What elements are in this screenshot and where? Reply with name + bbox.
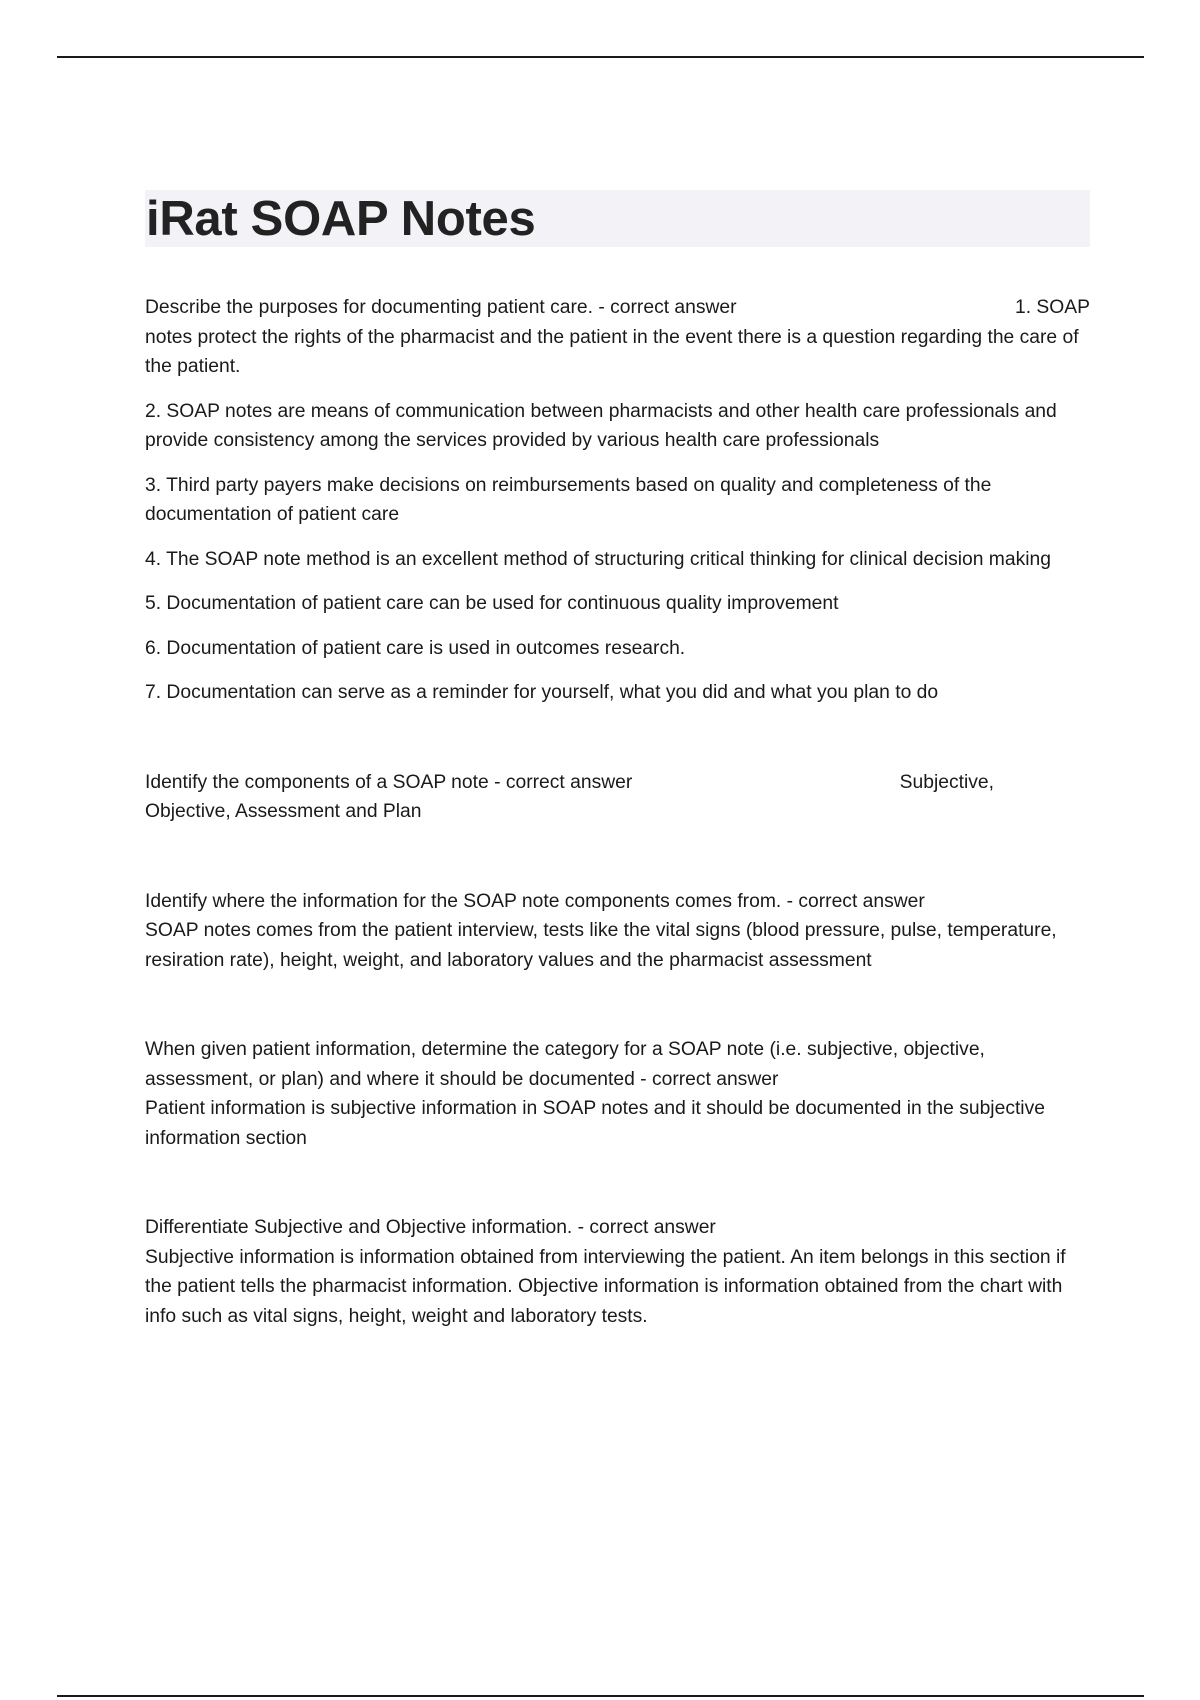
qa-entry [145, 1213, 1090, 1331]
question-text: Differentiate Subjective and Objective information. - correct answer [145, 1217, 716, 1238]
answer-item: 4. The SOAP note method is an excellent method of structuring critical thinking for clinical decision making [145, 548, 1051, 570]
qa-entry [145, 293, 1090, 708]
answer-item: 6. Documentation of patient care is used in outcomes research. [145, 637, 686, 659]
answer-text: notes protect the rights of the pharmacist and the patient in the event there is a question regarding the care of the patient. [145, 326, 1079, 377]
document-body [145, 190, 1090, 1331]
answer-start: Subjective, [899, 771, 994, 793]
question-text: Identify the components of a SOAP note - correct answer [145, 771, 633, 793]
qa-entry [145, 1035, 1090, 1153]
page-title: iRat SOAP Notes [146, 191, 536, 246]
question-text: Identify where the information for the SOAP note components comes from. - correct answer [145, 890, 925, 912]
question-text: When given patient information, determine the category for a SOAP note (i.e. subjective, objective, assessment, or plan) and where it should be documented - correct answer [145, 1039, 985, 1090]
answer-start: 1. SOAP [1014, 297, 1090, 318]
qa-entry [145, 887, 1090, 976]
top-rule [57, 56, 1144, 58]
answer-text: SOAP notes comes from the patient interview, tests like the vital signs (blood pressure, pulse, temperature, resiration rate), height, weight, and laboratory values and the pharmacist assessment [145, 920, 1057, 971]
qa-entry [145, 768, 1090, 827]
answer-item: 3. Third party payers make decisions on reimbursements based on quality and completeness of the documentation of patient care [145, 474, 992, 525]
question-line [145, 768, 1090, 798]
answer-text: Patient information is subjective information in SOAP notes and it should be documented in the subjective information section [145, 1098, 1045, 1149]
question-text: Describe the purposes for documenting patient care. - correct answer [145, 297, 737, 318]
answer-item: 7. Documentation can serve as a reminder for yourself, what you did and what you plan to do [145, 682, 939, 703]
answer-text: Objective, Assessment and Plan [145, 801, 422, 822]
bottom-rule [57, 1695, 1144, 1697]
answer-item: 2. SOAP notes are means of communication between pharmacists and other health care professionals and provide consistency among the services provided by various health care professionals [145, 400, 1057, 451]
answer-item: 5. Documentation of patient care can be used for continuous quality improvement [145, 593, 839, 614]
qa-list [145, 293, 1090, 1331]
answer-text: Subjective information is information obtained from interviewing the patient. An item belongs in this section if the patient tells the pharmacist information. Objective information is information obtained from the chart with info such as vital signs, height, weight and laboratory tests. [145, 1246, 1066, 1327]
answer-items [145, 397, 1090, 708]
title-banner [145, 190, 1090, 247]
question-line [145, 293, 1090, 323]
